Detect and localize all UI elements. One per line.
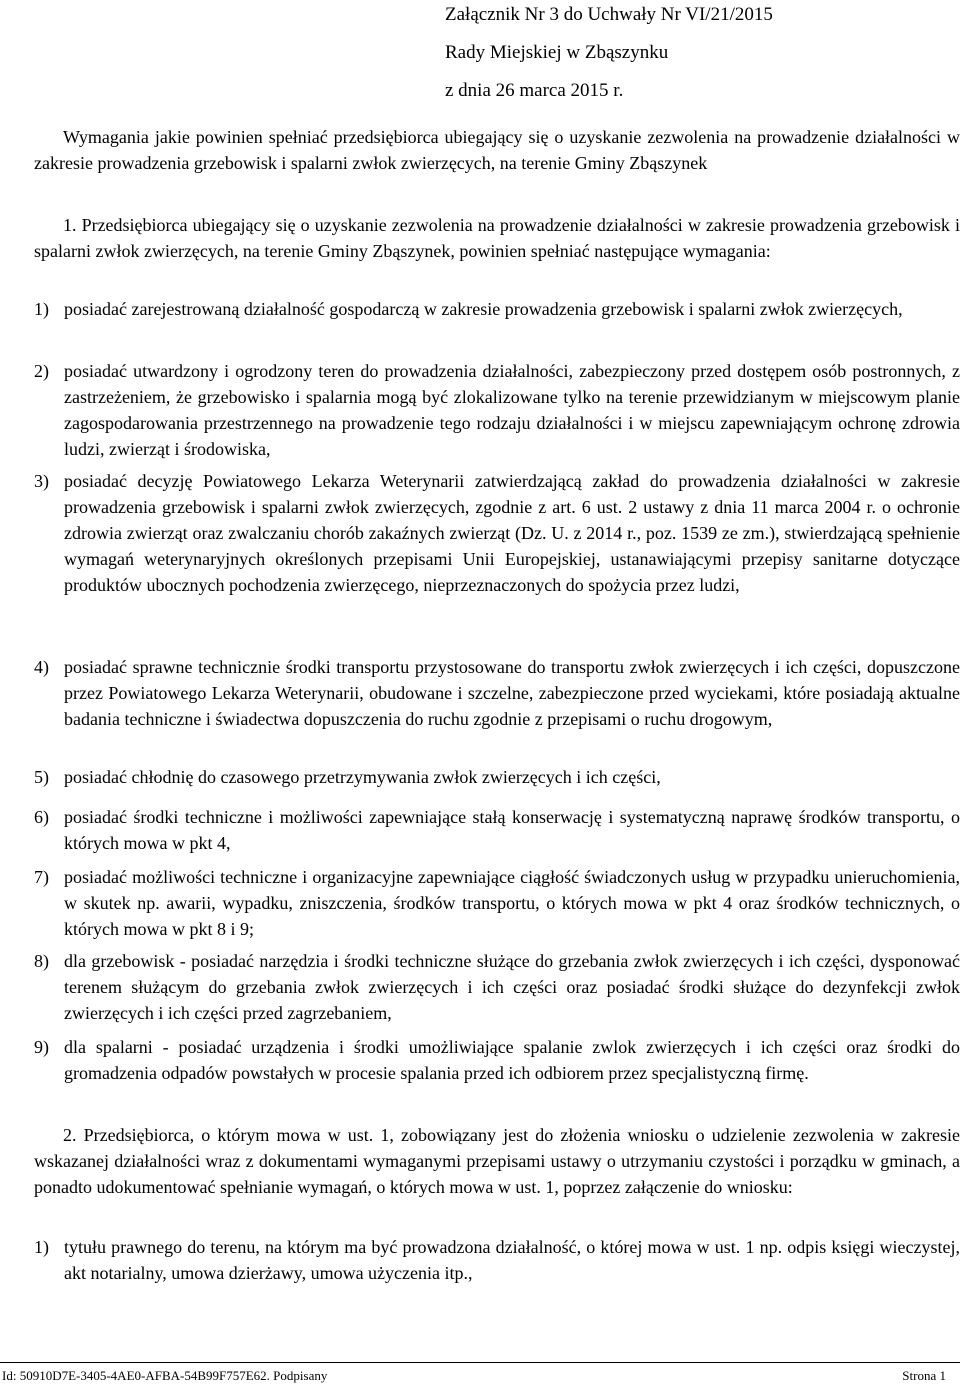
requirement-item-6-text: posiadać środki techniczne i możliwości zapewniające stałą konserwację i systematyczną naprawę środków transportu, o których mowa w pkt 4, (64, 807, 960, 853)
requirement-item-9-marker: 9) (34, 1037, 49, 1057)
section-2-text: Przedsiębiorca, o którym mowa w ust. 1, zobowiązany jest do złożenia wniosku o udzielenie zezwolenia w zakresie wskazanej działalności wraz z dokumentami wymaganymi przepisami ustawy o utrzymaniu czystości i porządku w gminach, a ponadto udokumentować spełnianie wymagań, o których mowa w ust. 1, poprzez załączenie do wniosku: (34, 1125, 960, 1197)
section-1-marker: 1. (63, 215, 77, 235)
requirement-item-8-text: dla grzebowisk - posiadać narzędzia i środki techniczne służące do grzebania zwłok zwierzęcych i ich części, dysponować terenem służącym do grzebania zwłok zwierzęcych i ich części oraz posiadać środki służące do dezynfekcji zwłok zwierzęcych i ich części przed zagrzebaniem, (64, 951, 960, 1023)
requirement-item-5-text: posiadać chłodnię do czasowego przetrzymywania zwłok zwierzęcych i ich części, (64, 767, 661, 787)
attachment-item-1 (34, 1234, 960, 1286)
attachment-item-1-text: tytułu prawnego do terenu, na którym ma być prowadzona działalność, o której mowa w ust. 1 np. odpis księgi wieczystej, akt notarialny, umowa dzierżawy, umowa użyczenia itp., (64, 1237, 960, 1283)
header-line-1: Załącznik Nr 3 do Uchwały Nr VI/21/2015 (445, 4, 773, 25)
document-id: Id: 50910D7E-3405-4AE0-AFBA-54B99F757E62. Podpisany (2, 1368, 328, 1383)
requirement-item-8-marker: 8) (34, 951, 49, 971)
requirement-item-7-marker: 7) (34, 867, 49, 887)
page-number: Strona 1 (902, 1368, 946, 1383)
requirement-item-6 (34, 804, 960, 856)
requirement-item-5 (34, 764, 960, 790)
section-2-marker: 2. (63, 1125, 77, 1145)
requirement-item-3 (34, 468, 960, 598)
requirement-item-3-marker: 3) (34, 471, 49, 491)
requirement-item-1-marker: 1) (34, 299, 49, 319)
section-2 (34, 1122, 960, 1200)
header-line-3: z dnia 26 marca 2015 r. (445, 80, 624, 101)
requirement-item-1-text: posiadać zarejestrowaną działalność gospodarczą w zakresie prowadzenia grzebowisk i spalarni zwłok zwierzęcych, (64, 299, 903, 319)
requirement-item-8 (34, 948, 960, 1026)
requirement-item-7 (34, 864, 960, 942)
requirement-item-1 (34, 296, 960, 322)
requirement-item-9-text: dla spalarni - posiadać urządzenia i środki umożliwiające spalanie zwlok zwierzęcych i ich części oraz środki do gromadzenia odpadów powstałych w procesie spalania przed ich odbiorem przez specjalistyczną firmę. (64, 1037, 960, 1083)
requirement-item-2-marker: 2) (34, 361, 49, 381)
requirement-item-4-text: posiadać sprawne technicznie środki transportu przystosowane do transportu zwłok zwierzęcych i ich części, dopuszczone przez Powiatowego Lekarza Weterynarii, obudowane i szczelne, zabezpieczone przed wyciekami, które posiadają aktualne badania techniczne i świadectwa dopuszczenia do ruchu zgodnie z przepisami o ruchu drogowym, (64, 657, 960, 729)
requirement-item-2 (34, 358, 960, 462)
attachment-item-1-marker: 1) (34, 1237, 49, 1257)
requirement-item-4-marker: 4) (34, 657, 49, 677)
document-header (445, 2, 905, 116)
requirement-item-6-marker: 6) (34, 807, 49, 827)
section-1-text: Przedsiębiorca ubiegający się o uzyskanie zezwolenia na prowadzenie działalności w zakresie prowadzenia grzebowisk i spalarni zwłok zwierzęcych, na terenie Gminy Zbąszynek, powinien spełniać następujące wymagania: (34, 215, 960, 261)
header-line-2: Rady Miejskiej w Zbąszynku (445, 42, 669, 63)
requirement-item-3-text: posiadać decyzję Powiatowego Lekarza Weterynarii zatwierdzającą zakład do prowadzenia działalności w zakresie prowadzenia grzebowisk i spalarni zwłok zwierzęcych, zgodnie z art. 6 ust. 2 ustawy z dnia 11 marca 2004 r. o ochronie zdrowia zwierząt oraz zwalczaniu chorób zakaźnych zwierząt (Dz. U. z 2014 r., poz. 1539 ze zm.), stwierdzającą spełnienie wymagań weterynaryjnych określonych przepisami Unii Europejskiej, ustanawiającymi przepisy sanitarne dotyczące produktów ubocznych pochodzenia zwierzęcego, nieprzeznaczonych do spożycia przez ludzi, (64, 471, 960, 595)
document-footer (0, 1362, 960, 1393)
section-1 (34, 212, 960, 264)
requirement-item-5-marker: 5) (34, 767, 49, 787)
requirement-item-9 (34, 1034, 960, 1086)
requirement-item-4 (34, 654, 960, 732)
document-intro: Wymagania jakie powinien spełniać przedsiębiorca ubiegający się o uzyskanie zezwolenia na prowadzenie działalności w zakresie prowadzenia grzebowisk i spalarni zwłok zwierzęcych, na terenie Gminy Zbąszynek (34, 127, 960, 173)
requirement-item-7-text: posiadać możliwości techniczne i organizacyjne zapewniające ciągłość świadczonych usług w przypadku unieruchomienia, w skutek np. awarii, wypadku, zniszczenia, środków transportu, o których mowa w pkt 4 oraz środków technicznych, o których mowa w pkt 8 i 9; (64, 867, 960, 939)
document-page (34, 0, 960, 1393)
requirement-item-2-text: posiadać utwardzony i ogrodzony teren do prowadzenia działalności, zabezpieczony przed dostępem osób postronnych, z zastrzeżeniem, że grzebowisko i spalarnia mogą być zlokalizowane tylko na terenie przewidzianym w miejscowym planie zagospodarowania przestrzennego na prowadzenie tego rodzaju działalności i w miejscu zapewniającym ochronę zdrowia ludzi, zwierząt i środowiska, (64, 361, 960, 459)
